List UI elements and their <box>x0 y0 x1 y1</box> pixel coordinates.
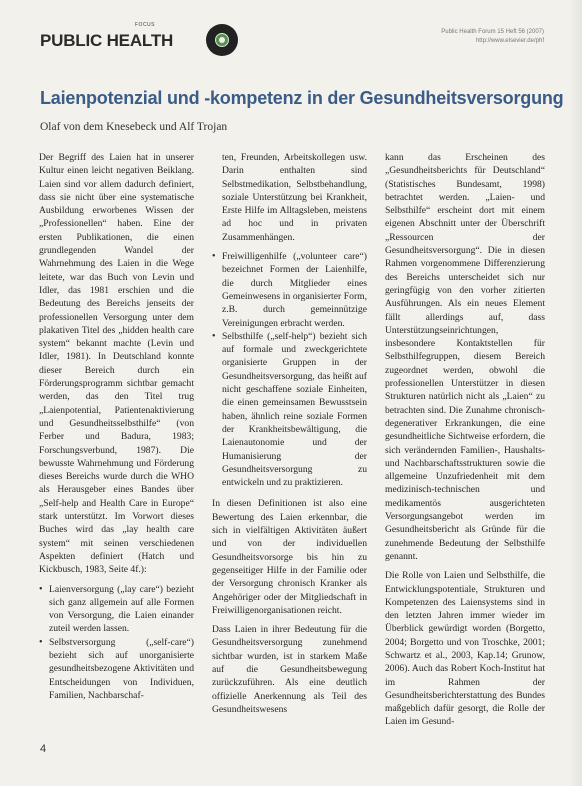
logo-emblem-icon <box>206 24 238 56</box>
paragraph: Der Begriff des Laien hat in unserer Kultur einen leicht negativen Beiklang. Laien sind vor allem dadurch definiert, dass sie nicht über eine systematische Ausbildung erworbenes Wissen der „Professionellen“ haben. Eine der ersten Publikationen, die einen grundlegenden Wandel der Wahrnehmung des Laien in die Wege leitete, war das Buch von Levin und Idler, das 1981 erschien und die Bedeutung des Bereichs jenseits der professionellen Versorgung unter dem plakativen Titel des „hidden health care system“ bekannt machte (Levin und Idler, 1981). In Deutschland konnte dieser Bereich durch ein Förderungsprogramm sichtbar gemacht werden, das den Titel trug „Laienpotential, Patientenaktivierung und Gesundheitsselbsthilfe“ (von Ferber und Badura, 1983; Forschungsverbund, 1987). Die bewusste Wahrnehmung und Förderung dieses Bereichs wurde durch die WHO als Herausgeber eines Bandes über „Self-help and Health Care in Europe“ stark unterstützt. Im Vorwort dieses Buches wird das „lay health care system“ mit seinen verschiedenen Aspekten definiert (Hatch und Kickbusch, 1983, Seite 4f.): <box>39 152 194 576</box>
scan-shading <box>568 0 582 786</box>
definition-list <box>212 250 367 489</box>
logo-dot <box>219 37 225 43</box>
paragraph: Die Rolle von Laien und Selbsthilfe, die Entwicklungspotentiale, Strukturen und Kompetenzen des Laiensystems sind in den letzten Jahren immer wieder im Überblick gewürdigt worden (Borgetto, 2004; Borgetto und von Troschke, 2001; Schwartz et al., 2003, Kap.14; Grunow, 2006). Auch das Robert Koch-Institut hat im Rahmen der Gesundheitsberichterstattung des Bundes maßgeblich dafür gesorgt, die Rolle der Laien im Gesund- <box>385 570 545 728</box>
list-item: • Freiwilligenhilfe („volunteer care“) bezeichnet Formen der Laienhilfe, die durch Mitglieder eines Gemeinwesens in organisierter Form, z.B. durch gemeinnützige Vereinigungen erbracht werden. <box>222 250 367 330</box>
text-column-2 <box>212 151 367 722</box>
list-item: • Laienversorgung („lay care“) bezieht sich ganz allgemein auf alle Formen von Versorgung, die Laien einander zuteil werden lassen. <box>49 583 194 636</box>
article-authors: Olaf von dem Knesebeck und Alf Trojan <box>40 121 228 133</box>
list-item: • Selbstversorgung („self-care“) bezieht sich auf unorganisierte gesundheitsbezogene Aktivitäten und Entscheidungen von Individuen, Familien, Nachbarschaf- <box>49 636 194 702</box>
list-item-continuation: ten, Freunden, Arbeitskollegen usw. Darin enthalten sind Selbstmedikation, Selbstbehandlung, soziale Unterstützung bei Krankheit, Erste Hilfe im Alltagsleben, meistens ad hoc und in privaten Zusammenhängen. <box>222 152 367 243</box>
paragraph: In diesen Definitionen ist also eine Bewertung des Laien erkennbar, die sich in vielfältigen Aktivitäten äußert und von der individuellen Gesundheitsvorsorge bis hin zu gegenseitiger Hilfe in der Familie oder der Versorgung chronisch Kranker als Angehöriger oder der Mitgliedschaft in Freiwilligenorganisationen reicht. <box>212 498 367 616</box>
logo-focus-label: FOCUS <box>135 22 155 28</box>
paragraph: kann das Erscheinen des „Gesundheitsberichts für Deutschland“ (Statistisches Bundesamt, 1998) betrachtet werden. „Laien- und Selbsthilfe“ erscheint dort mit einem eigenen Abschnitt unter der Überschrift „Ressourcen der Gesundheitsversorgung“. Die in diesen Rahmen vorgenommene Differenzierung des Bereichs unterscheidet sich nur geringfügig von den vorher zitierten Ausführungen. Als ein neues Element fällt allerdings auf, dass Unterstützungseinrichtungen, insbesondere Kontaktstellen für Selbsthilfegruppen, diesem Bereich zugeordnet werden, obwohl die professionellen Unterstützer in diesen Strukturen natürlich nicht als „Laien“ zu betrachten sind. Die Zunahme chronisch-degenerativer Erkrankungen, die eine gesundheitliche Sichtweise erfordern, die sich verändernden Familien-, Haushalts- und Nachbarschaftsstrukturen sowie die allgemeine Unzufriedenheit mit dem medizinisch-technischen und medikamentös ausgerichteten Versorgungsangebot werden im Gesundheitsbericht als Gründe für die zunehmende Bedeutung der Selbsthilfe genannt. <box>385 152 545 562</box>
journal-info <box>441 28 544 46</box>
definition-list <box>39 583 194 703</box>
journal-citation: Public Health Forum 15 Heft 56 (2007) <box>441 29 544 35</box>
text-column-3 <box>385 151 545 735</box>
article-title: Laienpotenzial und -kompetenz in der Gesundheitsversorgung <box>40 88 564 108</box>
list-item: • Selbsthilfe („self-help“) bezieht sich auf formale und zweckgerichtete organisierte Gruppen in der Gesundheitsversorgung, das heißt auf nicht geschaffene soziale Einheiten, die einen gemeinsamen Bewusstsein haben, ähnlich reine soziale Formen der Krankheitsbewältigung, die Laienautonomie und der Humanisierung der Gesundheitsversorgung zu entwickeln und zu praktizieren. <box>222 330 367 490</box>
page-number: 4 <box>40 743 47 755</box>
journal-logo <box>40 22 215 82</box>
text-column-1 <box>39 151 194 710</box>
journal-url: http://www.elsevier.de/phf <box>475 38 544 44</box>
paragraph: Dass Laien in ihrer Bedeutung für die Gesundheitsversorgung zunehmend sichtbar wurden, ist in starkem Maße auf die Gesundheitsbewegung zurückzuführen. Als eine deutlich offizielle Anerkennung als Teil des Gesundheitswesens <box>212 624 367 715</box>
logo-title: PUBLIC HEALTH <box>40 31 174 50</box>
